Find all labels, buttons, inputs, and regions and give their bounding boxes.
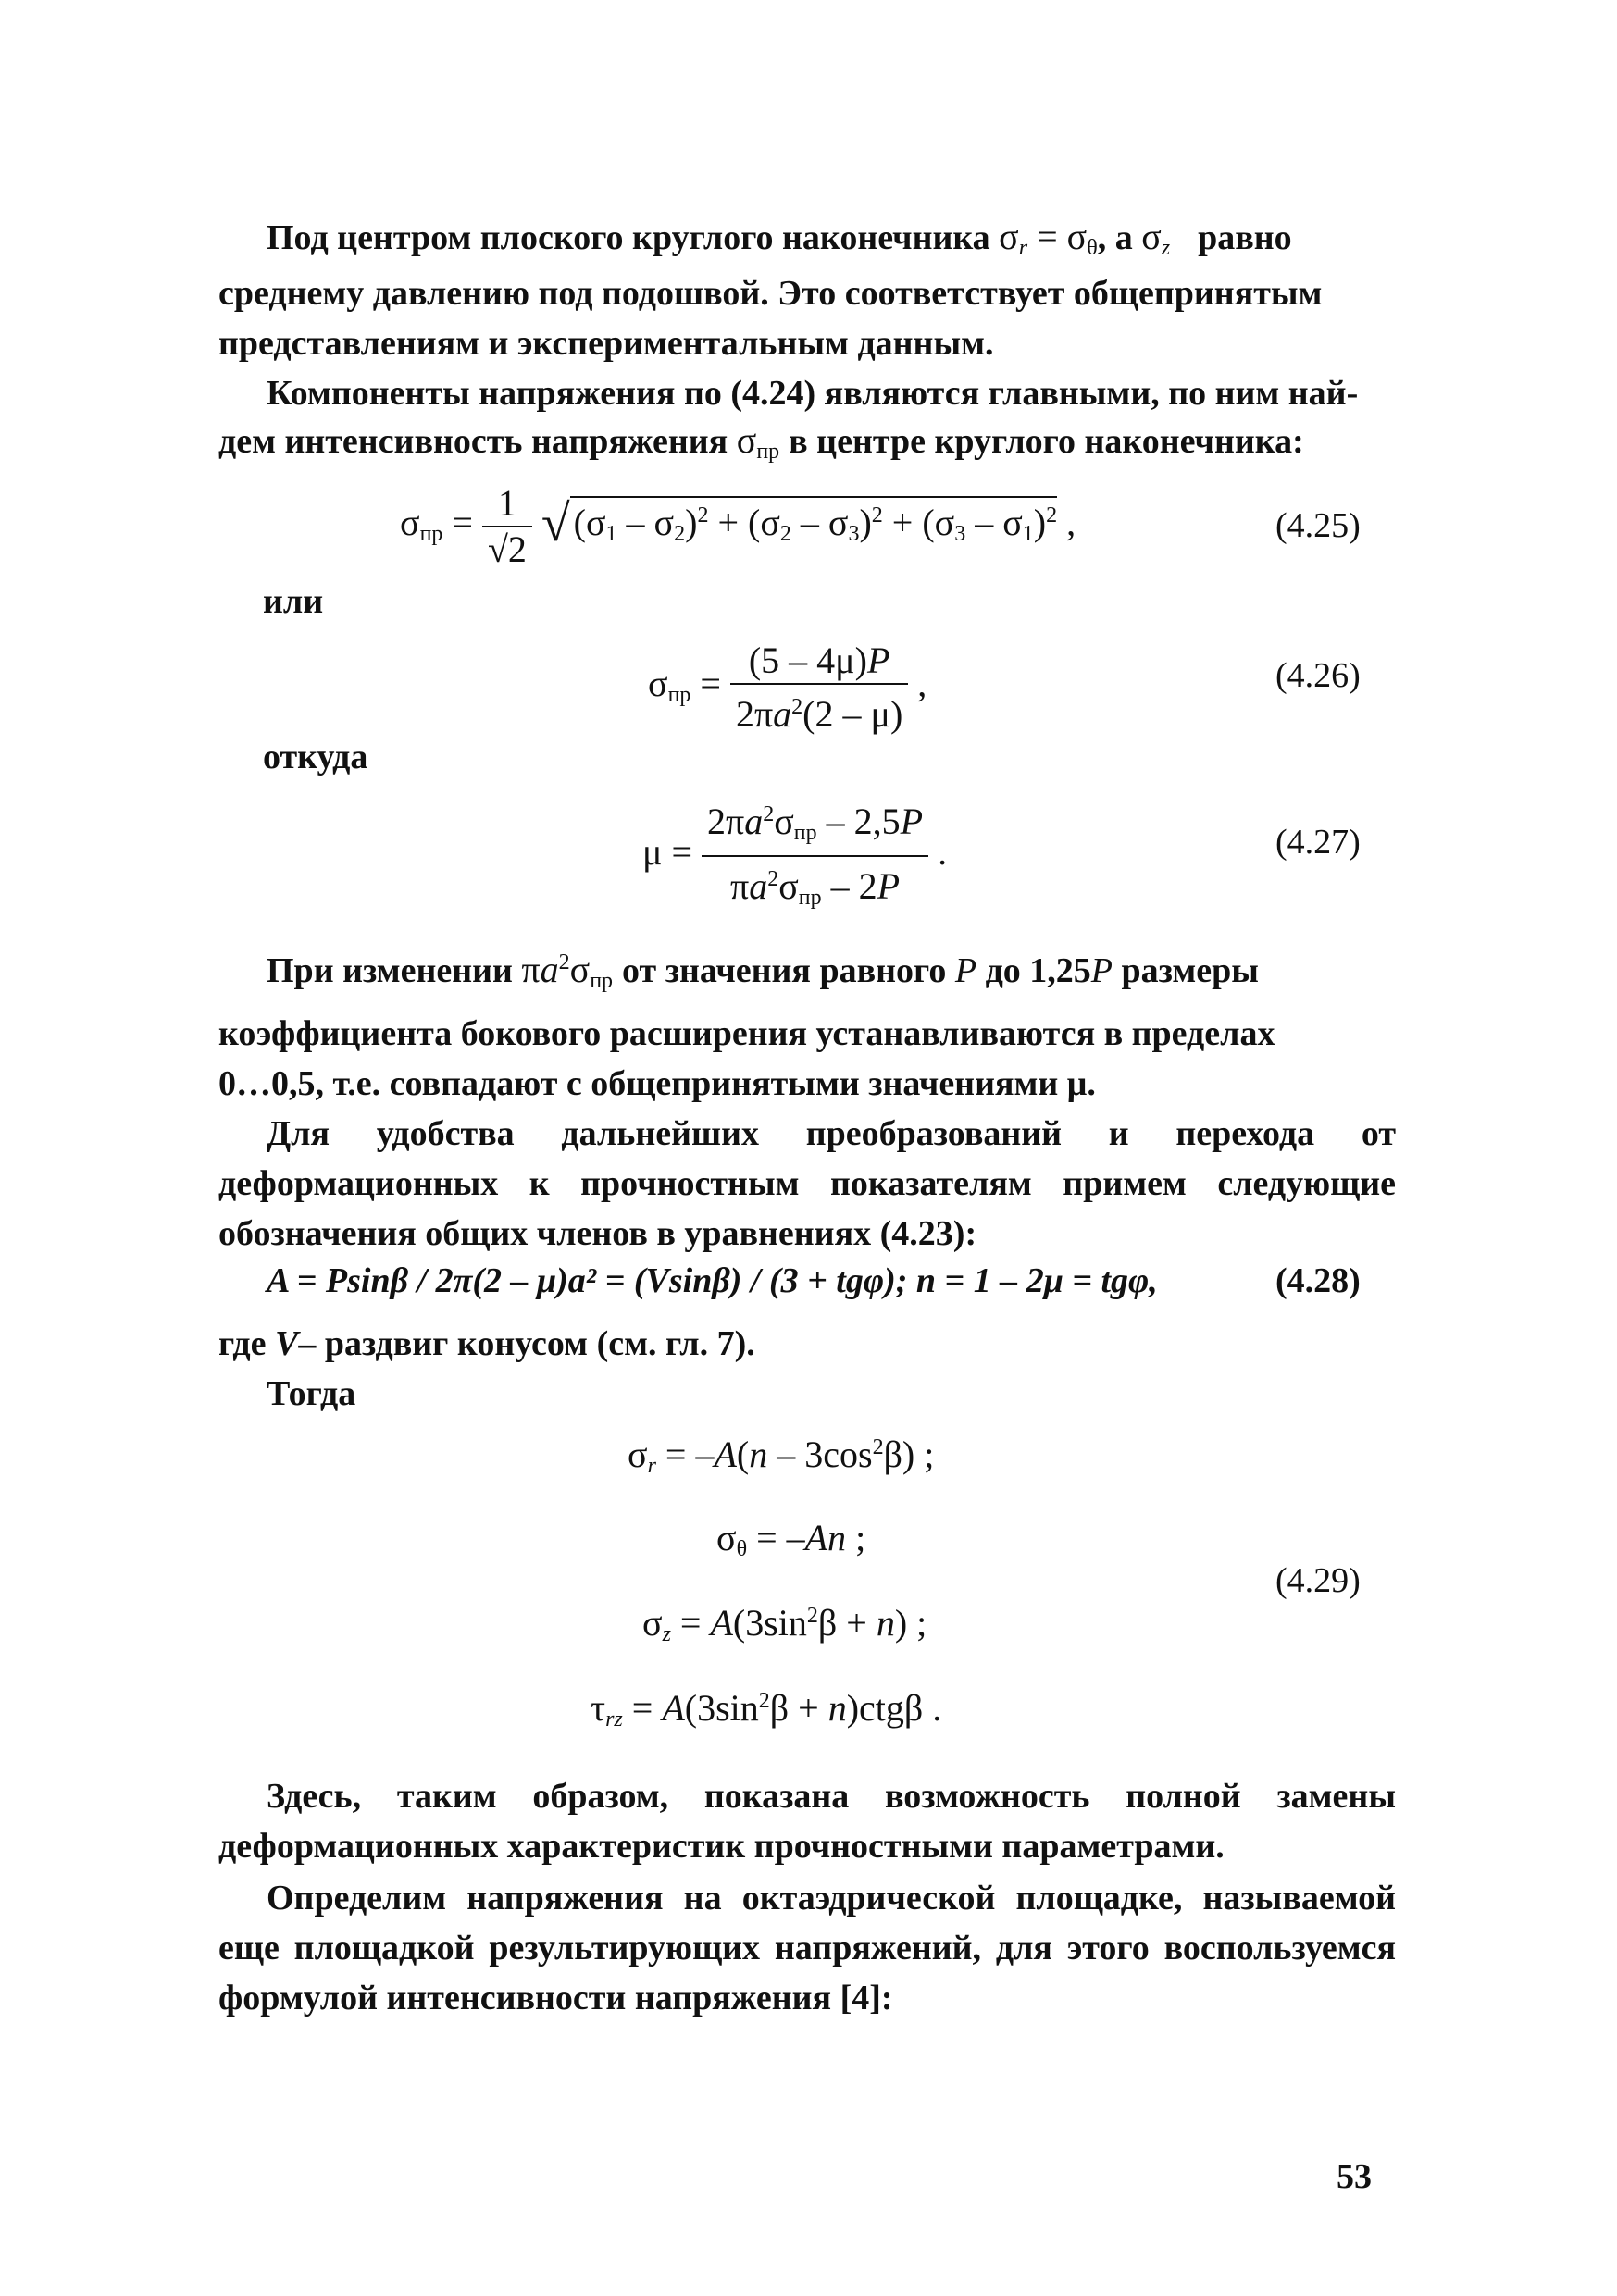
equation-number-4-26: (4.26) (1275, 656, 1361, 695)
para1-line1: Под центром плоского круглого наконечника $\sigma_r = \sigma_\theta$, а $\sigma_z$ равно (267, 216, 1292, 260)
para7: Определим напряжения на октаэдрической площадке, называемой еще площадкой результирующих напряжений, для этого воспользуемся формулой интенсивности напряжения [4]: (218, 1879, 1396, 2017)
para1-line2: среднему давлению под подошвой. Это соответствует общепринятым (218, 274, 1323, 313)
equation-number-4-25: (4.25) (1275, 506, 1361, 545)
equation-number-4-28: (4.28) (1275, 1261, 1361, 1300)
para3-line2: коэффициента бокового расширения устанавливаются в пределах (218, 1014, 1275, 1053)
equation-number-4-27: (4.27) (1275, 823, 1361, 862)
para5: где V– раздвиг конусом (см. гл. 7). (218, 1324, 755, 1363)
equation-4-27: μ = $\frac{2\pi a^2\sigma_{пр} - 2,5P}{\pi a^2\sigma_{пр} - 2P}$ . (642, 792, 947, 920)
para3-line1: При изменении $\pi a^2\sigma_{пр}$ от значения равного P до 1,25P размеры (267, 949, 1259, 993)
equation-4-29-line4: $\tau_{rz} = A(3\sin^2\beta + n)ctg\beta$ . (591, 1687, 942, 1731)
para3-line3: 0…0,5, т.е. совпадают с общепринятыми значениями μ. (218, 1064, 1096, 1103)
equation-4-25: $\sigma_{пр}$ = $\frac{1}{√2}$ √ $(\sigma_1 - \sigma_2)^2 + (\sigma_2 - \sigma_3)^2 + (\sigma_3 - \sigma_1)^2$ , (400, 482, 1076, 570)
word-whence: откуда (263, 738, 368, 776)
equation-4-29-line3: $\sigma_z = A(3\sin^2\beta + n)$ ; (642, 1602, 927, 1646)
equation-4-29-line1: $\sigma_r = -A(n - 3\cos^2\beta)$ ; (628, 1433, 935, 1478)
equation-4-28: A = Psinβ / 2π(2 – μ)a² = (Vsinβ) / (3 + tgφ); n = 1 – 2μ = tgφ, (267, 1261, 1158, 1300)
equation-4-26: $\sigma_{пр}$ = $\frac{(5 - 4\mu)P}{2\pi a^2(2 - \mu)}$ , (648, 639, 927, 735)
word-then: Тогда (267, 1374, 356, 1413)
para4: Для удобства дальнейших преобразований и перехода от деформационных к прочностным показателям примем следующие обозначения общих членов в уравнениях (4.23): (218, 1114, 1396, 1253)
equation-number-4-29: (4.29) (1275, 1561, 1361, 1600)
page-number: 53 (1337, 2157, 1372, 2196)
para6: Здесь, таким образом, показана возможность полной замены деформационных характеристик прочностными параметрами. (218, 1777, 1396, 1866)
para2-line1: Компоненты напряжения по (4.24) являются главными, по ним най- (267, 374, 1359, 413)
equation-4-29-line2: $\sigma_\theta = -An$ ; (716, 1517, 866, 1561)
para2-line2: дем интенсивность напряжения $\sigma_{пр}$ в центре круглого наконечника: (218, 419, 1304, 464)
word-or: или (263, 582, 324, 621)
para1-line3: представлениям и экспериментальным данным. (218, 324, 994, 363)
